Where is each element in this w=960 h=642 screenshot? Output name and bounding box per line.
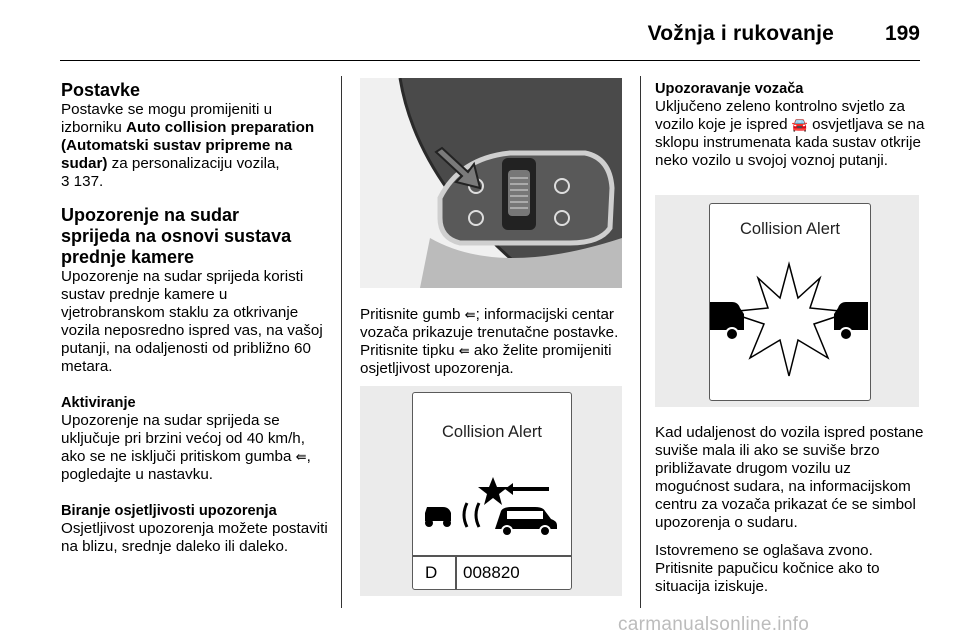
heading-upozoravanje: Upozoravanje vozača [655, 81, 804, 97]
paragraph-biranje: Osjetljivost upozorenja možete postaviti na blizu, srednje daleko ili daleko. [61, 520, 328, 555]
paragraph-aktiviranje: Upozorenje na sudar sprijeda se uključuje pri brzini većoj od 40 km/h, ako se ne isključi pritiskom gumba ⇚, pogledajte u nastavku. [61, 412, 311, 483]
paragraph-upozorenje: Upozorenje na sudar sprijeda koristi sustav prednje kamere u vjetrobranskom staklu za otkrivanje vozila neposredno ispred vas, na vašoj putanji, na odaljenosti od približno 60 metara. [61, 268, 323, 375]
page-number: 199 [884, 22, 920, 45]
page-ref-arrow-icon: 3 [61, 173, 70, 190]
column-3 [655, 80, 925, 182]
menu-name: Auto collision preparation (Automatski sustav pripreme na sudar) [61, 119, 315, 172]
steering-wheel-photo [360, 78, 622, 288]
column-2 [360, 306, 628, 390]
column-divider-2 [640, 76, 641, 608]
paragraph-pritisnite: Pritisnite gumb ⇚; informacijski centar vozača prikazuje trenutačne postavke. Pritisnite tipku ⇚ ako želite promijeniti osjetljivost upozorenja. [360, 306, 619, 377]
heading-upozorenje: Upozorenje na sudar sprijeda na osnovi sustava prednje kamere [61, 205, 292, 267]
column-divider-1 [341, 76, 342, 608]
display-title: Collision Alert [740, 220, 840, 238]
heading-biranje: Biranje osjetljivosti upozorenja [61, 503, 277, 519]
display-title: Collision Alert [442, 423, 542, 441]
steering-wheel-illustration [360, 78, 622, 288]
vehicle-ahead-icon: 🚘 [791, 117, 808, 132]
paragraph-zvono: Istovremeno se oglašava zvono. Pritisnite papučicu kočnice ako to situacija iziskuje. [655, 542, 880, 595]
page-ref-link[interactable]: 137. [69, 173, 104, 190]
paragraph-postavke: Postavke se mogu promijeniti u izborniku Auto collision preparation (Automatski sustav pripreme na sudar) za personalizaciju vozila, 3 137. [61, 101, 315, 190]
figure-setting-display [360, 386, 622, 596]
figure-collision-alert [655, 195, 919, 407]
collision-warning-icon [710, 254, 868, 384]
column-1 [61, 80, 329, 568]
paragraph-kad-udaljenost: Kad udaljenost do vozila ispred postane suviše mala ili ako se suviše brzo približavate drugom vozilu uz mogućnost sudara, na informacijskom centru za vozača prikazat će se simbol upozorenja o sudaru. [655, 424, 924, 531]
collision-alert-button-icon: ⇚ [295, 449, 307, 464]
display-mode-label: D [425, 563, 438, 582]
sensitivity-symbol-icon [413, 463, 571, 563]
heading-postavke: Postavke [61, 80, 141, 100]
column-3-lower [655, 424, 927, 608]
collision-alert-button-icon: ⇚ [464, 307, 476, 322]
dic-display-setting [412, 392, 572, 590]
collision-alert-button-icon: ⇚ [458, 343, 470, 358]
display-divider [413, 555, 571, 557]
page-header [60, 14, 920, 61]
chapter-title: Vožnja i rukovanje [647, 22, 834, 45]
dic-display-alert [709, 203, 871, 401]
paragraph-upozoravanje: Uključeno zeleno kontrolno svjetlo za vozilo koje je ispred 🚘 osvjetljava se na sklopu instrumenata kada sustav otkrije neko vozilo u svojoj voznoj putanji. [655, 98, 925, 169]
display-part-number: 008820 [463, 563, 520, 582]
heading-aktiviranje: Aktiviranje [61, 395, 136, 411]
watermark: carmanualsonline.info [618, 614, 810, 635]
display-mode-divider [455, 555, 457, 589]
